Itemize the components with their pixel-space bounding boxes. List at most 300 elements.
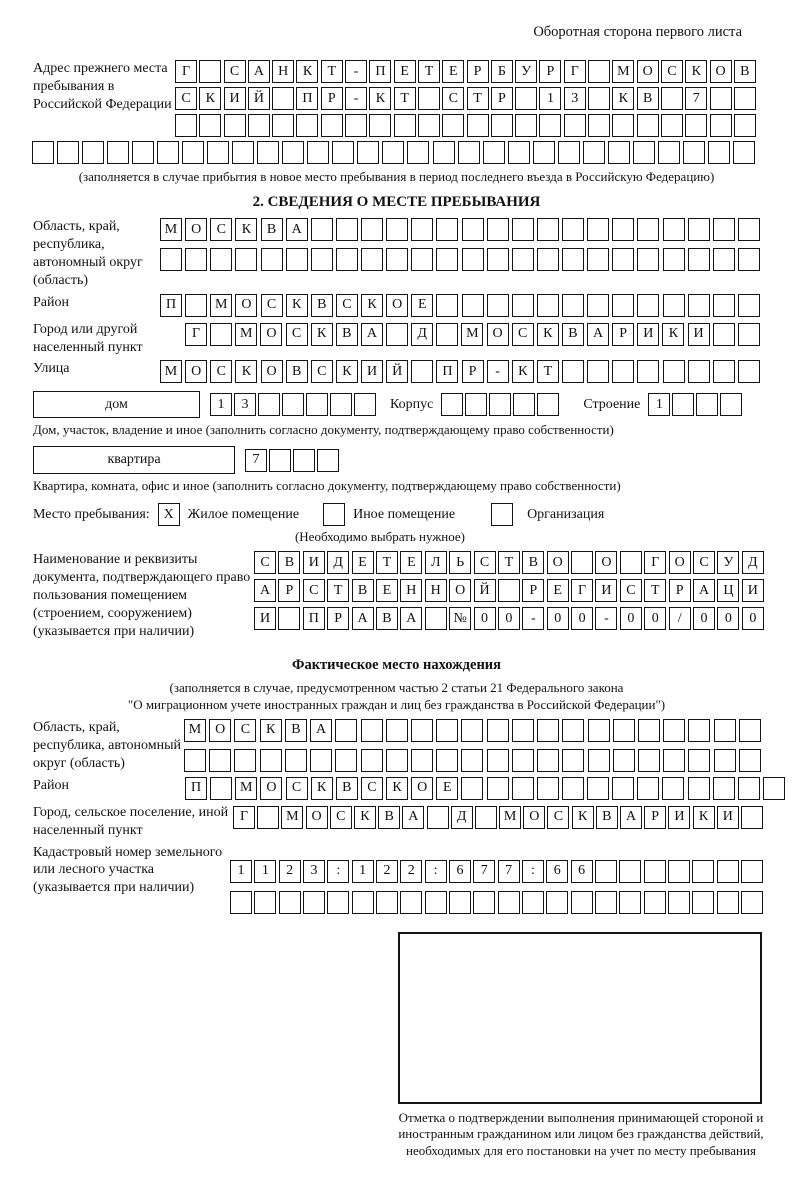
char-box[interactable] (537, 719, 559, 742)
char-box[interactable]: : (522, 860, 544, 883)
char-box[interactable]: К (386, 777, 408, 800)
char-box[interactable] (132, 141, 154, 164)
char-box[interactable]: О (487, 323, 509, 346)
char-box[interactable] (282, 393, 304, 416)
char-box[interactable]: Г (571, 579, 593, 602)
char-box[interactable] (612, 248, 634, 271)
char-box[interactable] (739, 719, 761, 742)
char-box[interactable] (562, 218, 584, 241)
char-box[interactable] (587, 294, 609, 317)
char-box[interactable] (571, 551, 593, 574)
char-box[interactable] (713, 323, 735, 346)
char-box[interactable] (733, 141, 755, 164)
char-box[interactable]: К (296, 60, 318, 83)
char-box[interactable] (335, 719, 357, 742)
char-box[interactable]: Ь (449, 551, 471, 574)
char-box[interactable]: А (352, 607, 374, 630)
char-box[interactable]: Д (327, 551, 349, 574)
char-box[interactable] (487, 719, 509, 742)
char-box[interactable] (537, 294, 559, 317)
char-box[interactable]: 2 (376, 860, 398, 883)
char-box[interactable]: В (311, 294, 333, 317)
char-box[interactable] (512, 248, 534, 271)
char-box[interactable] (425, 607, 447, 630)
char-box[interactable] (562, 360, 584, 383)
char-box[interactable] (330, 393, 352, 416)
char-box[interactable] (461, 749, 483, 772)
char-box[interactable] (317, 449, 339, 472)
char-box[interactable]: С (330, 806, 352, 829)
char-box[interactable]: Т (537, 360, 559, 383)
char-box[interactable] (539, 114, 561, 137)
char-box[interactable] (688, 218, 710, 241)
char-box[interactable] (513, 393, 535, 416)
char-box[interactable] (692, 891, 714, 914)
char-box[interactable] (361, 719, 383, 742)
char-box[interactable] (537, 393, 559, 416)
char-box[interactable] (562, 719, 584, 742)
char-box[interactable] (260, 749, 282, 772)
char-box[interactable]: И (254, 607, 276, 630)
char-box[interactable] (436, 323, 458, 346)
char-box[interactable] (483, 141, 505, 164)
char-box[interactable]: П (436, 360, 458, 383)
char-box[interactable] (663, 218, 685, 241)
char-box[interactable] (512, 294, 534, 317)
char-box[interactable] (199, 114, 221, 137)
char-box[interactable] (361, 749, 383, 772)
char-box[interactable] (248, 114, 270, 137)
char-box[interactable] (57, 141, 79, 164)
char-box[interactable] (369, 114, 391, 137)
char-box[interactable]: : (425, 860, 447, 883)
char-box[interactable] (512, 777, 534, 800)
char-box[interactable] (411, 248, 433, 271)
char-box[interactable]: М (160, 218, 182, 241)
char-box[interactable] (663, 360, 685, 383)
char-box[interactable]: Т (376, 551, 398, 574)
char-box[interactable]: Н (272, 60, 294, 83)
char-box[interactable]: Е (394, 60, 416, 83)
char-box[interactable]: А (248, 60, 270, 83)
char-box[interactable] (411, 218, 433, 241)
char-box[interactable]: Е (436, 777, 458, 800)
char-box[interactable] (562, 777, 584, 800)
char-box[interactable] (638, 719, 660, 742)
char-box[interactable]: С (547, 806, 569, 829)
char-box[interactable] (637, 360, 659, 383)
char-box[interactable]: М (235, 777, 257, 800)
char-box[interactable] (357, 141, 379, 164)
char-box[interactable] (588, 719, 610, 742)
char-box[interactable] (272, 114, 294, 137)
char-box[interactable]: О (411, 777, 433, 800)
char-box[interactable] (710, 114, 732, 137)
char-box[interactable] (713, 777, 735, 800)
char-box[interactable]: Ц (717, 579, 739, 602)
char-box[interactable] (433, 141, 455, 164)
char-box[interactable] (588, 114, 610, 137)
char-box[interactable] (461, 777, 483, 800)
char-box[interactable]: К (685, 60, 707, 83)
char-box[interactable] (571, 891, 593, 914)
char-box[interactable] (658, 141, 680, 164)
char-box[interactable]: Р (462, 360, 484, 383)
char-box[interactable]: 6 (571, 860, 593, 883)
char-box[interactable] (662, 777, 684, 800)
char-box[interactable] (710, 87, 732, 110)
char-box[interactable] (489, 393, 511, 416)
char-box[interactable] (714, 749, 736, 772)
char-box[interactable]: П (369, 60, 391, 83)
char-box[interactable]: 0 (571, 607, 593, 630)
char-box[interactable] (465, 393, 487, 416)
char-box[interactable]: 3 (564, 87, 586, 110)
char-box[interactable]: А (286, 218, 308, 241)
char-box[interactable]: 2 (279, 860, 301, 883)
char-box[interactable]: И (224, 87, 246, 110)
char-box[interactable]: 0 (474, 607, 496, 630)
char-box[interactable] (661, 87, 683, 110)
char-box[interactable] (537, 749, 559, 772)
char-box[interactable] (487, 749, 509, 772)
char-box[interactable]: Р (669, 579, 691, 602)
char-box[interactable]: С (234, 719, 256, 742)
char-box[interactable] (461, 719, 483, 742)
char-box[interactable] (361, 218, 383, 241)
char-box[interactable] (394, 114, 416, 137)
char-box[interactable] (462, 218, 484, 241)
char-box[interactable]: 1 (210, 393, 232, 416)
char-box[interactable] (311, 248, 333, 271)
char-box[interactable] (717, 891, 739, 914)
char-box[interactable]: В (637, 87, 659, 110)
char-box[interactable]: № (449, 607, 471, 630)
char-box[interactable] (199, 60, 221, 83)
char-box[interactable] (587, 218, 609, 241)
char-box[interactable]: 6 (449, 860, 471, 883)
char-box[interactable]: Г (564, 60, 586, 83)
char-box[interactable] (361, 248, 383, 271)
char-box[interactable]: Д (742, 551, 764, 574)
char-box[interactable] (254, 891, 276, 914)
char-box[interactable] (741, 860, 763, 883)
char-box[interactable]: 0 (498, 607, 520, 630)
char-box[interactable] (663, 294, 685, 317)
char-box[interactable] (637, 218, 659, 241)
char-box[interactable] (515, 87, 537, 110)
char-box[interactable] (207, 141, 229, 164)
char-box[interactable] (588, 60, 610, 83)
char-box[interactable]: К (286, 294, 308, 317)
char-box[interactable] (234, 749, 256, 772)
char-box[interactable] (668, 860, 690, 883)
char-box[interactable] (335, 749, 357, 772)
char-box[interactable] (32, 141, 54, 164)
char-box[interactable] (663, 719, 685, 742)
char-box[interactable] (668, 891, 690, 914)
char-box[interactable] (293, 449, 315, 472)
char-box[interactable]: : (327, 860, 349, 883)
char-box[interactable] (537, 248, 559, 271)
char-box[interactable]: В (261, 218, 283, 241)
char-box[interactable]: О (260, 777, 282, 800)
char-box[interactable] (418, 87, 440, 110)
char-box[interactable]: А (587, 323, 609, 346)
char-box[interactable] (209, 749, 231, 772)
char-box[interactable]: - (345, 87, 367, 110)
char-box[interactable]: С (175, 87, 197, 110)
char-box[interactable]: К (369, 87, 391, 110)
char-box[interactable]: И (742, 579, 764, 602)
char-box[interactable] (327, 891, 349, 914)
char-box[interactable]: О (185, 218, 207, 241)
char-box[interactable] (449, 891, 471, 914)
char-box[interactable]: 0 (547, 607, 569, 630)
char-box[interactable]: Р (321, 87, 343, 110)
char-box[interactable] (663, 749, 685, 772)
char-box[interactable]: 1 (648, 393, 670, 416)
char-box[interactable]: В (336, 777, 358, 800)
char-box[interactable]: Р (539, 60, 561, 83)
char-box[interactable] (235, 248, 257, 271)
char-box[interactable]: И (361, 360, 383, 383)
char-box[interactable] (663, 248, 685, 271)
char-box[interactable] (157, 141, 179, 164)
char-box[interactable]: 6 (546, 860, 568, 883)
char-box[interactable] (546, 891, 568, 914)
char-box[interactable] (685, 114, 707, 137)
char-box[interactable]: Т (394, 87, 416, 110)
char-box[interactable] (713, 294, 735, 317)
char-box[interactable] (386, 323, 408, 346)
char-box[interactable]: - (595, 607, 617, 630)
char-box[interactable]: 7 (473, 860, 495, 883)
char-box[interactable]: В (562, 323, 584, 346)
char-box[interactable]: В (336, 323, 358, 346)
char-box[interactable] (303, 891, 325, 914)
char-box[interactable] (458, 141, 480, 164)
char-box[interactable] (619, 891, 641, 914)
char-box[interactable] (638, 749, 660, 772)
char-box[interactable] (714, 719, 736, 742)
char-box[interactable]: С (303, 579, 325, 602)
char-box[interactable]: И (668, 806, 690, 829)
char-box[interactable] (182, 141, 204, 164)
char-box[interactable] (332, 141, 354, 164)
char-box[interactable]: В (278, 551, 300, 574)
char-box[interactable] (307, 141, 329, 164)
char-box[interactable]: Г (185, 323, 207, 346)
char-box[interactable] (232, 141, 254, 164)
char-box[interactable] (562, 248, 584, 271)
char-box[interactable]: М (612, 60, 634, 83)
char-box[interactable] (608, 141, 630, 164)
char-box[interactable]: Г (233, 806, 255, 829)
char-box[interactable]: И (303, 551, 325, 574)
char-box[interactable]: П (303, 607, 325, 630)
char-box[interactable] (688, 777, 710, 800)
char-box[interactable]: С (336, 294, 358, 317)
char-box[interactable] (230, 891, 252, 914)
char-box[interactable] (619, 860, 641, 883)
char-box[interactable]: Г (644, 551, 666, 574)
char-box[interactable]: К (235, 360, 257, 383)
char-box[interactable]: М (499, 806, 521, 829)
char-box[interactable] (587, 777, 609, 800)
char-box[interactable] (310, 749, 332, 772)
char-box[interactable]: М (160, 360, 182, 383)
char-box[interactable]: Р (467, 60, 489, 83)
char-box[interactable]: 0 (644, 607, 666, 630)
char-box[interactable]: Д (411, 323, 433, 346)
char-box[interactable]: П (185, 777, 207, 800)
char-box[interactable] (512, 719, 534, 742)
char-box[interactable] (210, 323, 232, 346)
char-box[interactable] (688, 749, 710, 772)
house-type-box[interactable]: дом (33, 391, 200, 418)
char-box[interactable] (763, 777, 785, 800)
char-box[interactable]: 7 (245, 449, 267, 472)
char-box[interactable] (210, 777, 232, 800)
char-box[interactable] (713, 248, 735, 271)
char-box[interactable]: С (224, 60, 246, 83)
char-box[interactable] (739, 749, 761, 772)
apartment-type-box[interactable]: квартира (33, 446, 235, 474)
char-box[interactable]: С (661, 60, 683, 83)
char-box[interactable] (508, 141, 530, 164)
char-box[interactable] (184, 749, 206, 772)
char-box[interactable] (738, 323, 760, 346)
char-box[interactable] (436, 749, 458, 772)
char-box[interactable]: 1 (352, 860, 374, 883)
char-box[interactable]: Р (522, 579, 544, 602)
char-box[interactable]: С (311, 360, 333, 383)
char-box[interactable]: С (474, 551, 496, 574)
char-box[interactable] (411, 719, 433, 742)
char-box[interactable] (427, 806, 449, 829)
char-box[interactable] (612, 360, 634, 383)
char-box[interactable]: М (461, 323, 483, 346)
char-box[interactable] (738, 294, 760, 317)
char-box[interactable] (587, 360, 609, 383)
char-box[interactable] (558, 141, 580, 164)
char-box[interactable] (637, 777, 659, 800)
char-box[interactable]: 7 (685, 87, 707, 110)
char-box[interactable]: 0 (742, 607, 764, 630)
char-box[interactable] (637, 114, 659, 137)
char-box[interactable]: У (717, 551, 739, 574)
char-box[interactable] (210, 248, 232, 271)
char-box[interactable] (588, 87, 610, 110)
char-box[interactable] (595, 891, 617, 914)
char-box[interactable] (436, 719, 458, 742)
char-box[interactable]: О (209, 719, 231, 742)
char-box[interactable]: К (361, 294, 383, 317)
char-box[interactable]: В (378, 806, 400, 829)
char-box[interactable]: Р (644, 806, 666, 829)
char-box[interactable]: О (547, 551, 569, 574)
char-box[interactable]: Г (175, 60, 197, 83)
char-box[interactable]: 1 (539, 87, 561, 110)
char-box[interactable]: Т (321, 60, 343, 83)
char-box[interactable] (336, 218, 358, 241)
char-box[interactable] (734, 87, 756, 110)
char-box[interactable]: М (235, 323, 257, 346)
char-box[interactable]: И (717, 806, 739, 829)
char-box[interactable] (282, 141, 304, 164)
char-box[interactable] (620, 551, 642, 574)
char-box[interactable] (306, 393, 328, 416)
char-box[interactable] (713, 360, 735, 383)
char-box[interactable] (272, 87, 294, 110)
char-box[interactable]: - (487, 360, 509, 383)
char-box[interactable]: О (386, 294, 408, 317)
char-box[interactable] (637, 294, 659, 317)
char-box[interactable] (269, 449, 291, 472)
char-box[interactable]: О (637, 60, 659, 83)
char-box[interactable]: К (537, 323, 559, 346)
char-box[interactable] (411, 360, 433, 383)
char-box[interactable] (688, 248, 710, 271)
char-box[interactable] (400, 891, 422, 914)
char-box[interactable]: 3 (303, 860, 325, 883)
char-box[interactable] (376, 891, 398, 914)
char-box[interactable] (498, 891, 520, 914)
char-box[interactable] (442, 114, 464, 137)
char-box[interactable]: Р (278, 579, 300, 602)
stay-type-checkbox-organization[interactable] (491, 503, 513, 526)
char-box[interactable] (562, 294, 584, 317)
char-box[interactable]: О (185, 360, 207, 383)
char-box[interactable] (436, 294, 458, 317)
char-box[interactable]: М (184, 719, 206, 742)
char-box[interactable]: О (669, 551, 691, 574)
char-box[interactable]: Е (352, 551, 374, 574)
char-box[interactable]: О (449, 579, 471, 602)
char-box[interactable]: Е (376, 579, 398, 602)
char-box[interactable] (407, 141, 429, 164)
char-box[interactable]: И (637, 323, 659, 346)
char-box[interactable]: 0 (717, 607, 739, 630)
char-box[interactable]: Т (467, 87, 489, 110)
char-box[interactable] (738, 360, 760, 383)
char-box[interactable] (82, 141, 104, 164)
char-box[interactable] (257, 806, 279, 829)
char-box[interactable]: В (734, 60, 756, 83)
char-box[interactable] (436, 218, 458, 241)
char-box[interactable] (441, 393, 463, 416)
char-box[interactable]: С (442, 87, 464, 110)
char-box[interactable]: В (376, 607, 398, 630)
char-box[interactable]: - (345, 60, 367, 83)
char-box[interactable]: К (235, 218, 257, 241)
char-box[interactable] (637, 248, 659, 271)
char-box[interactable] (160, 248, 182, 271)
char-box[interactable] (612, 294, 634, 317)
char-box[interactable]: Б (491, 60, 513, 83)
char-box[interactable]: Н (425, 579, 447, 602)
char-box[interactable]: Е (442, 60, 464, 83)
char-box[interactable]: Т (644, 579, 666, 602)
char-box[interactable]: В (286, 360, 308, 383)
char-box[interactable]: Р (491, 87, 513, 110)
char-box[interactable] (185, 248, 207, 271)
char-box[interactable]: Р (612, 323, 634, 346)
char-box[interactable] (738, 777, 760, 800)
char-box[interactable]: Д (451, 806, 473, 829)
char-box[interactable] (564, 114, 586, 137)
